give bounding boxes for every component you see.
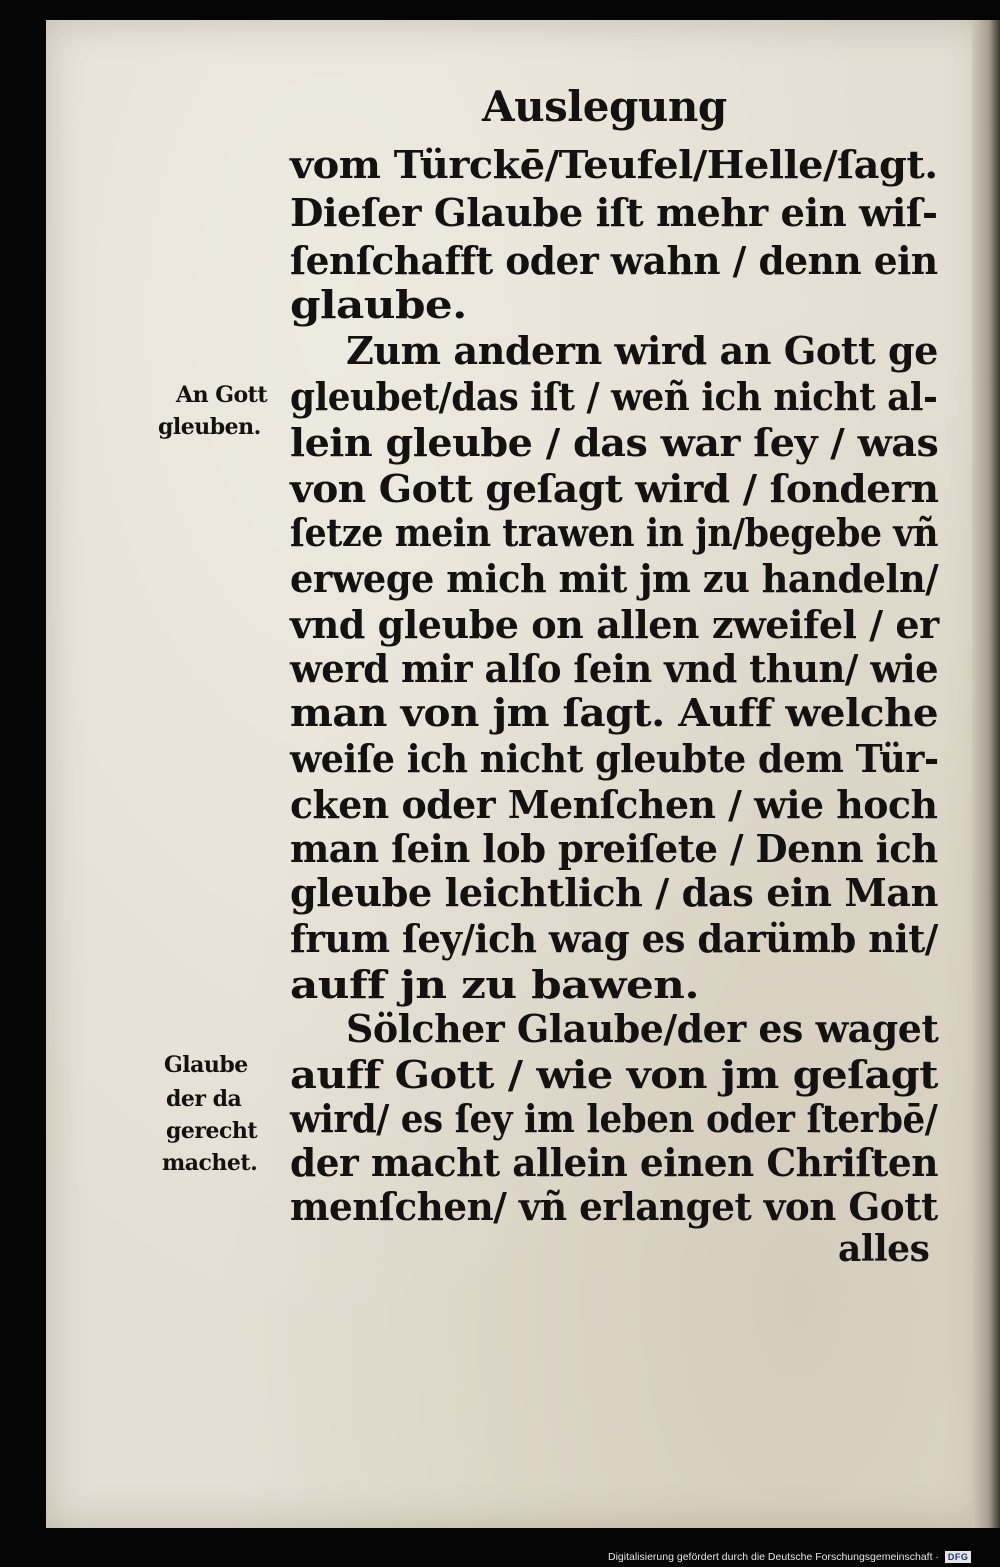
text-line: menſchen/ vñ erlanget von Gott [290,1184,938,1229]
text-line: der macht allein einen Chriſten [290,1140,938,1185]
funding-notice: Digitalisierung gefördert durch die Deutsche Forschungsgemeinschaft · [608,1551,939,1563]
text-line: erwege mich mit jm zu handeln/ [290,556,939,601]
text-line: werd mir alſo ſein vnd thun/ wie [290,646,939,691]
margin-note: machet. [162,1150,258,1176]
text-line: gleube leichtlich / das ein Man [290,870,939,915]
margin-note: Glaube [164,1052,248,1078]
page-edge [972,20,1000,1528]
text-line: ſetze mein trawen in jn/begebe vñ [290,510,939,555]
text-line: weiſe ich nicht gleubte dem Tür- [290,736,939,781]
text-line: cken oder Menſchen / wie hoch [290,782,938,827]
dfg-logo: DFG [945,1551,972,1563]
text-line: frum ſey/ich wag es darümb nit/ [290,916,938,961]
text-line: ſenſchafft oder wahn / denn ein [290,238,938,283]
catchword: alles [838,1228,930,1270]
text-line: Dieſer Glaube iſt mehr ein wiſ- [290,190,938,235]
text-line: man ſein lob preiſete / Denn ich [290,826,938,871]
text-line: von Gott geſagt wird / ſondern [290,466,939,511]
text-line: wird/ es ſey im leben oder ſterbē/ [290,1096,938,1141]
margin-note: gleuben. [158,414,261,440]
funding-footer [608,1547,971,1567]
margin-note: gerecht [166,1118,258,1144]
margin-note: der da [166,1086,242,1112]
text-line: man von jm ſagt. Auff welche [290,690,939,735]
text-line: Sölcher Glaube/der es waget [346,1006,939,1051]
text-line: glaube. [290,282,467,327]
text-line: lein gleube / das war ſey / was [290,420,939,465]
text-line: vom Türckē/Teufel/Helle/ſagt. [290,142,938,187]
text-line: Zum andern wird an Gott ge [346,328,938,373]
running-header: Auslegung [482,82,727,131]
text-line: gleubet/das iſt / weñ ich nicht al- [290,374,938,419]
margin-note: An Gott [176,382,268,408]
text-line: vnd gleube on allen zweifel / er [290,602,939,647]
text-line: auff Gott / wie von jm geſagt [290,1052,938,1097]
text-line: auff jn zu bawen. [290,962,700,1007]
